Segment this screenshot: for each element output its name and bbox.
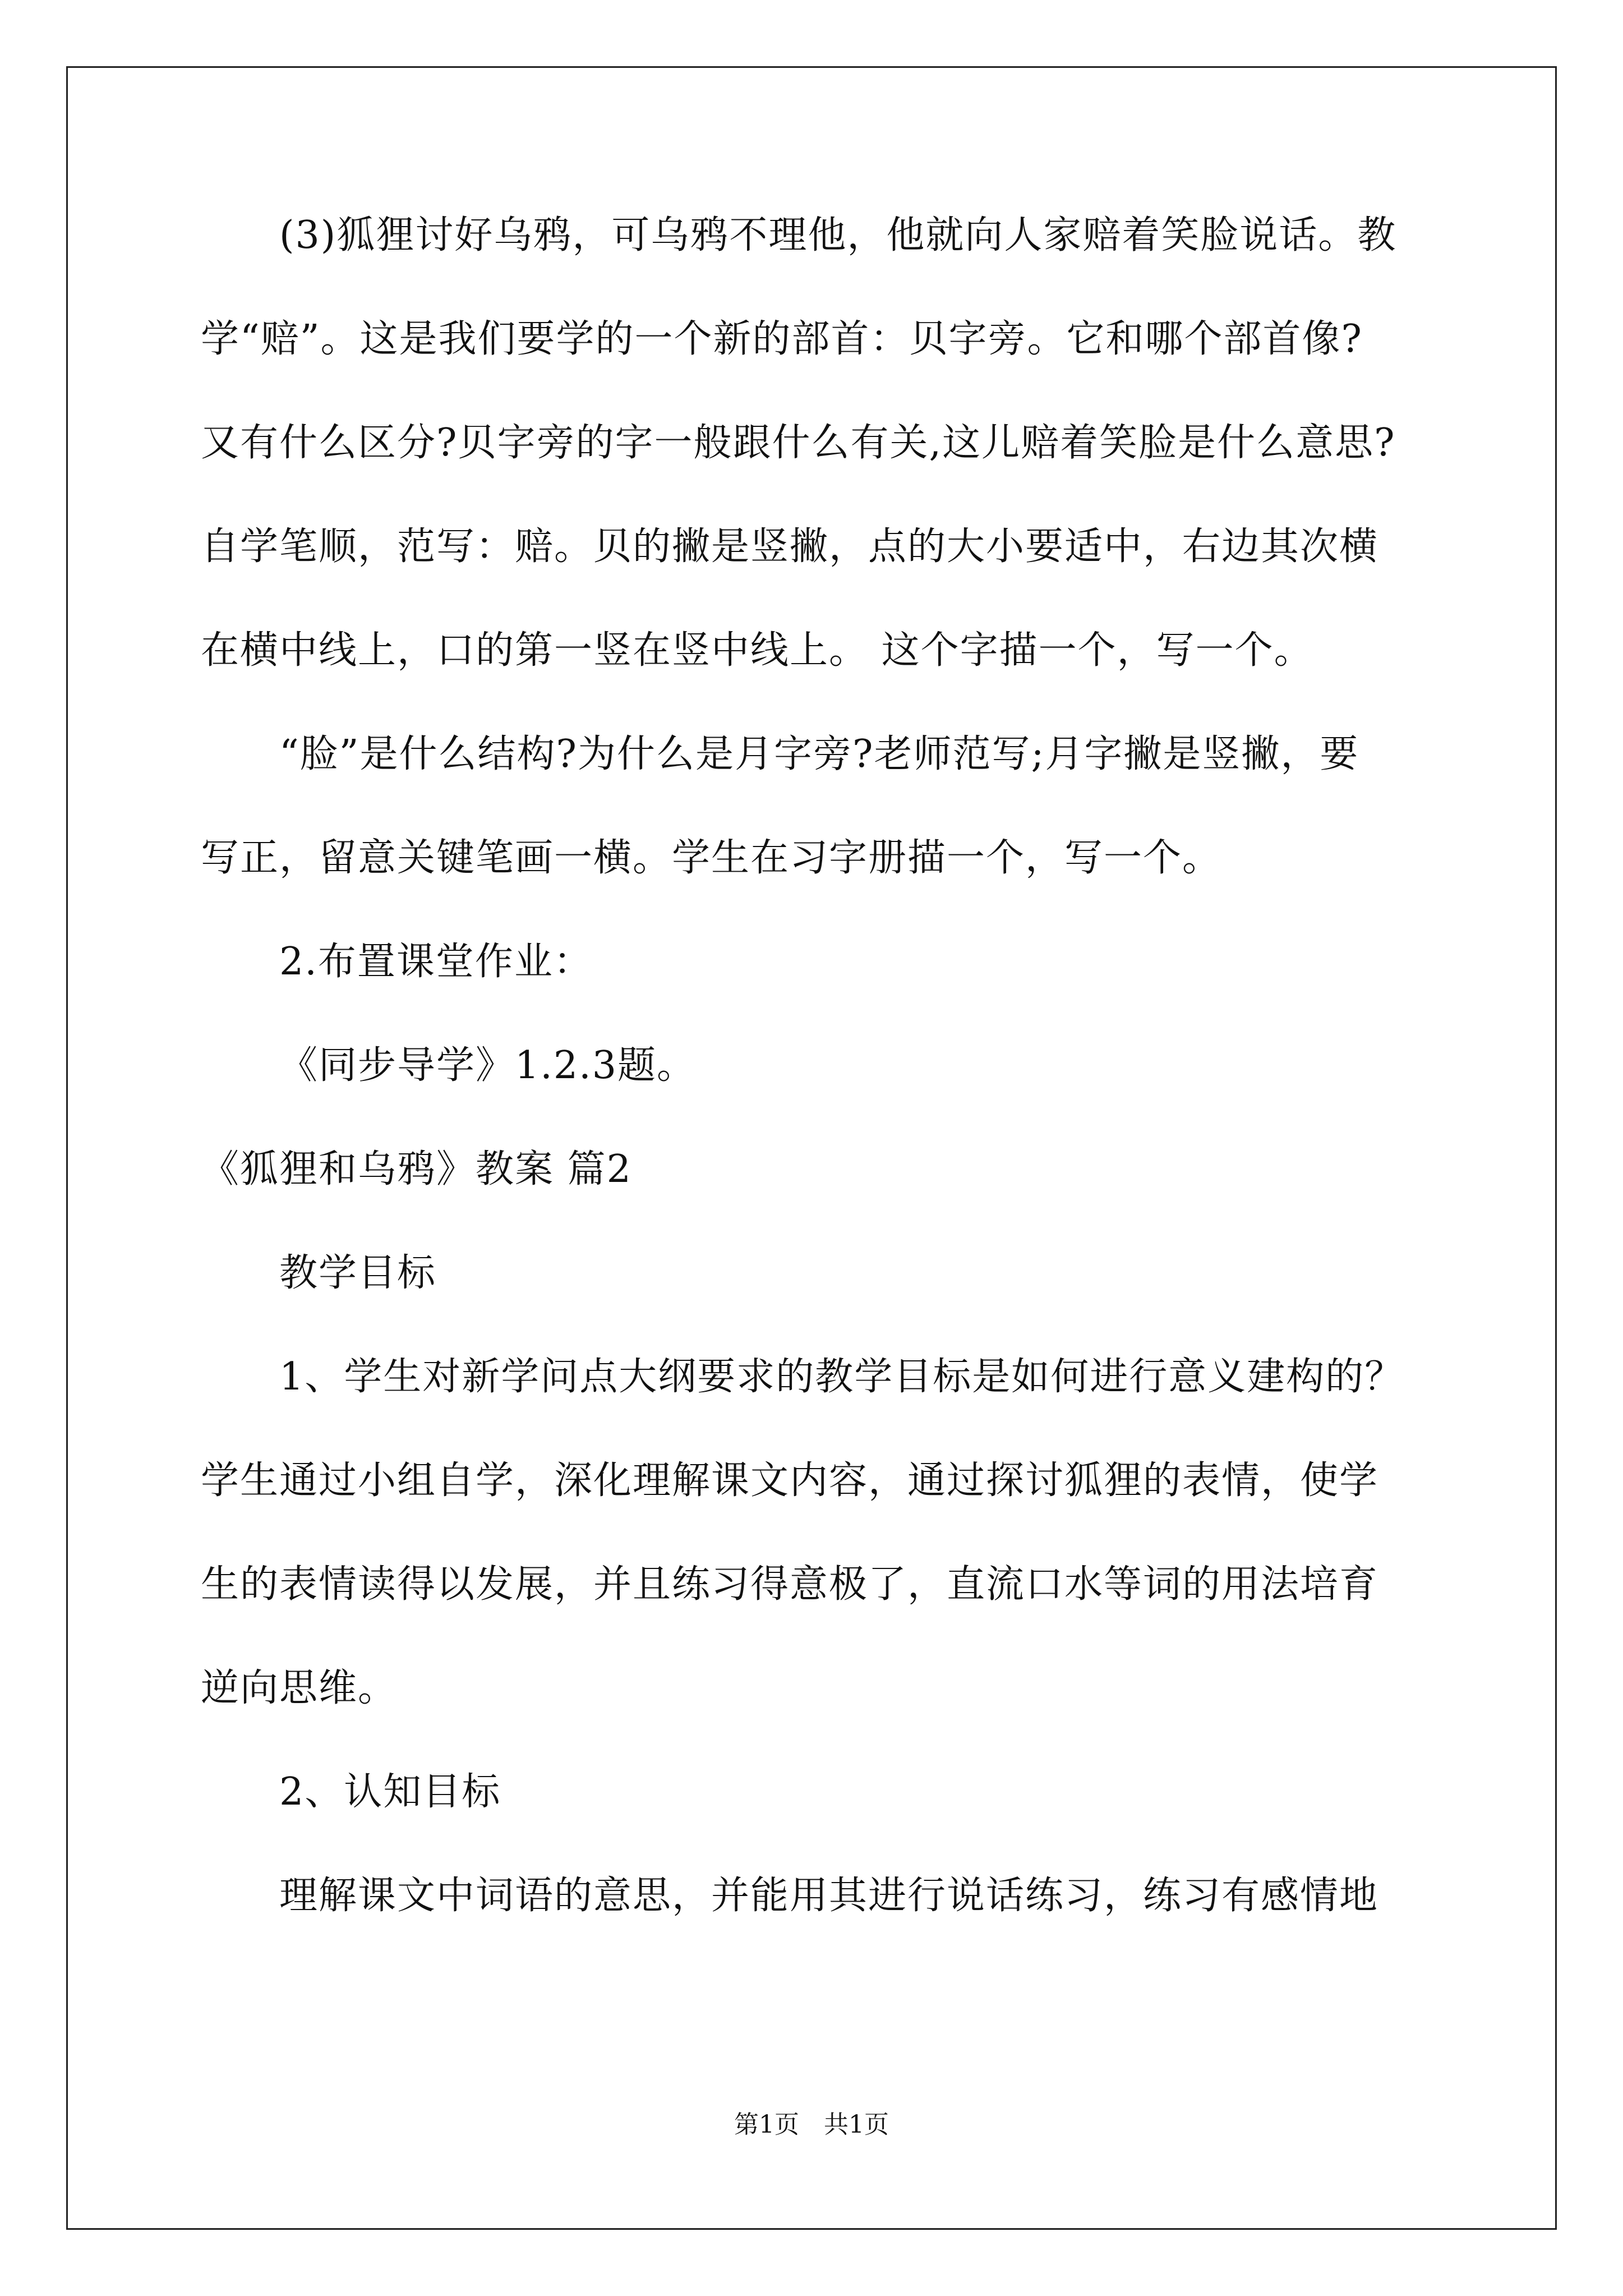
paragraph-line: 自学笔顺，范写：赔。贝的撇是竖撇，点的大小要适中，右边其次横 bbox=[201, 524, 1379, 569]
paragraph-line: 生的表情读得以发展，并且练习得意极了，直流口水等词的用法培育 bbox=[201, 1562, 1379, 1607]
paragraph-line: 1、学生对新学问点大纲要求的教学目标是如何进行意义建构的？ bbox=[279, 1355, 1404, 1399]
paragraph-line: 理解课文中词语的意思，并能用其进行说话练习，练习有感情地 bbox=[279, 1874, 1379, 1918]
subheading: 教学目标 bbox=[279, 1251, 437, 1295]
paragraph-line: 学“赔”。这是我们要学的一个新的部首：贝字旁。它和哪个部首像? bbox=[201, 317, 1363, 361]
subheading: 2、认知目标 bbox=[279, 1770, 501, 1814]
section-heading: 《狐狸和乌鸦》教案 篇2 bbox=[201, 1147, 632, 1191]
paragraph-line: 在横中线上，口的第一竖在竖中线上。 这个字描一个，写一个。 bbox=[201, 628, 1313, 673]
paragraph-line: “脸”是什么结构?为什么是月字旁?老师范写;月字撇是竖撇，要 bbox=[279, 732, 1359, 776]
paragraph-line: 又有什么区分?贝字旁的字一般跟什么有关,这儿赔着笑脸是什么意思? bbox=[201, 421, 1396, 465]
paragraph-line: 2.布置课堂作业： bbox=[279, 940, 593, 984]
paragraph-line: 写正，留意关键笔画一横。学生在习字册描一个，写一个。 bbox=[201, 836, 1222, 880]
paragraph-line: 逆向思维。 bbox=[201, 1666, 398, 1710]
paragraph-line: (3)狐狸讨好乌鸦，可乌鸦不理他，他就向人家赔着笑脸说话。教 bbox=[279, 213, 1397, 257]
paragraph-line: 学生通过小组自学，深化理解课文内容，通过探讨狐狸的表情，使学 bbox=[201, 1458, 1379, 1503]
paragraph-line: 《同步导学》1.2.3题。 bbox=[279, 1043, 697, 1088]
page-number-footer: 第1页 共1页 bbox=[734, 2110, 889, 2139]
